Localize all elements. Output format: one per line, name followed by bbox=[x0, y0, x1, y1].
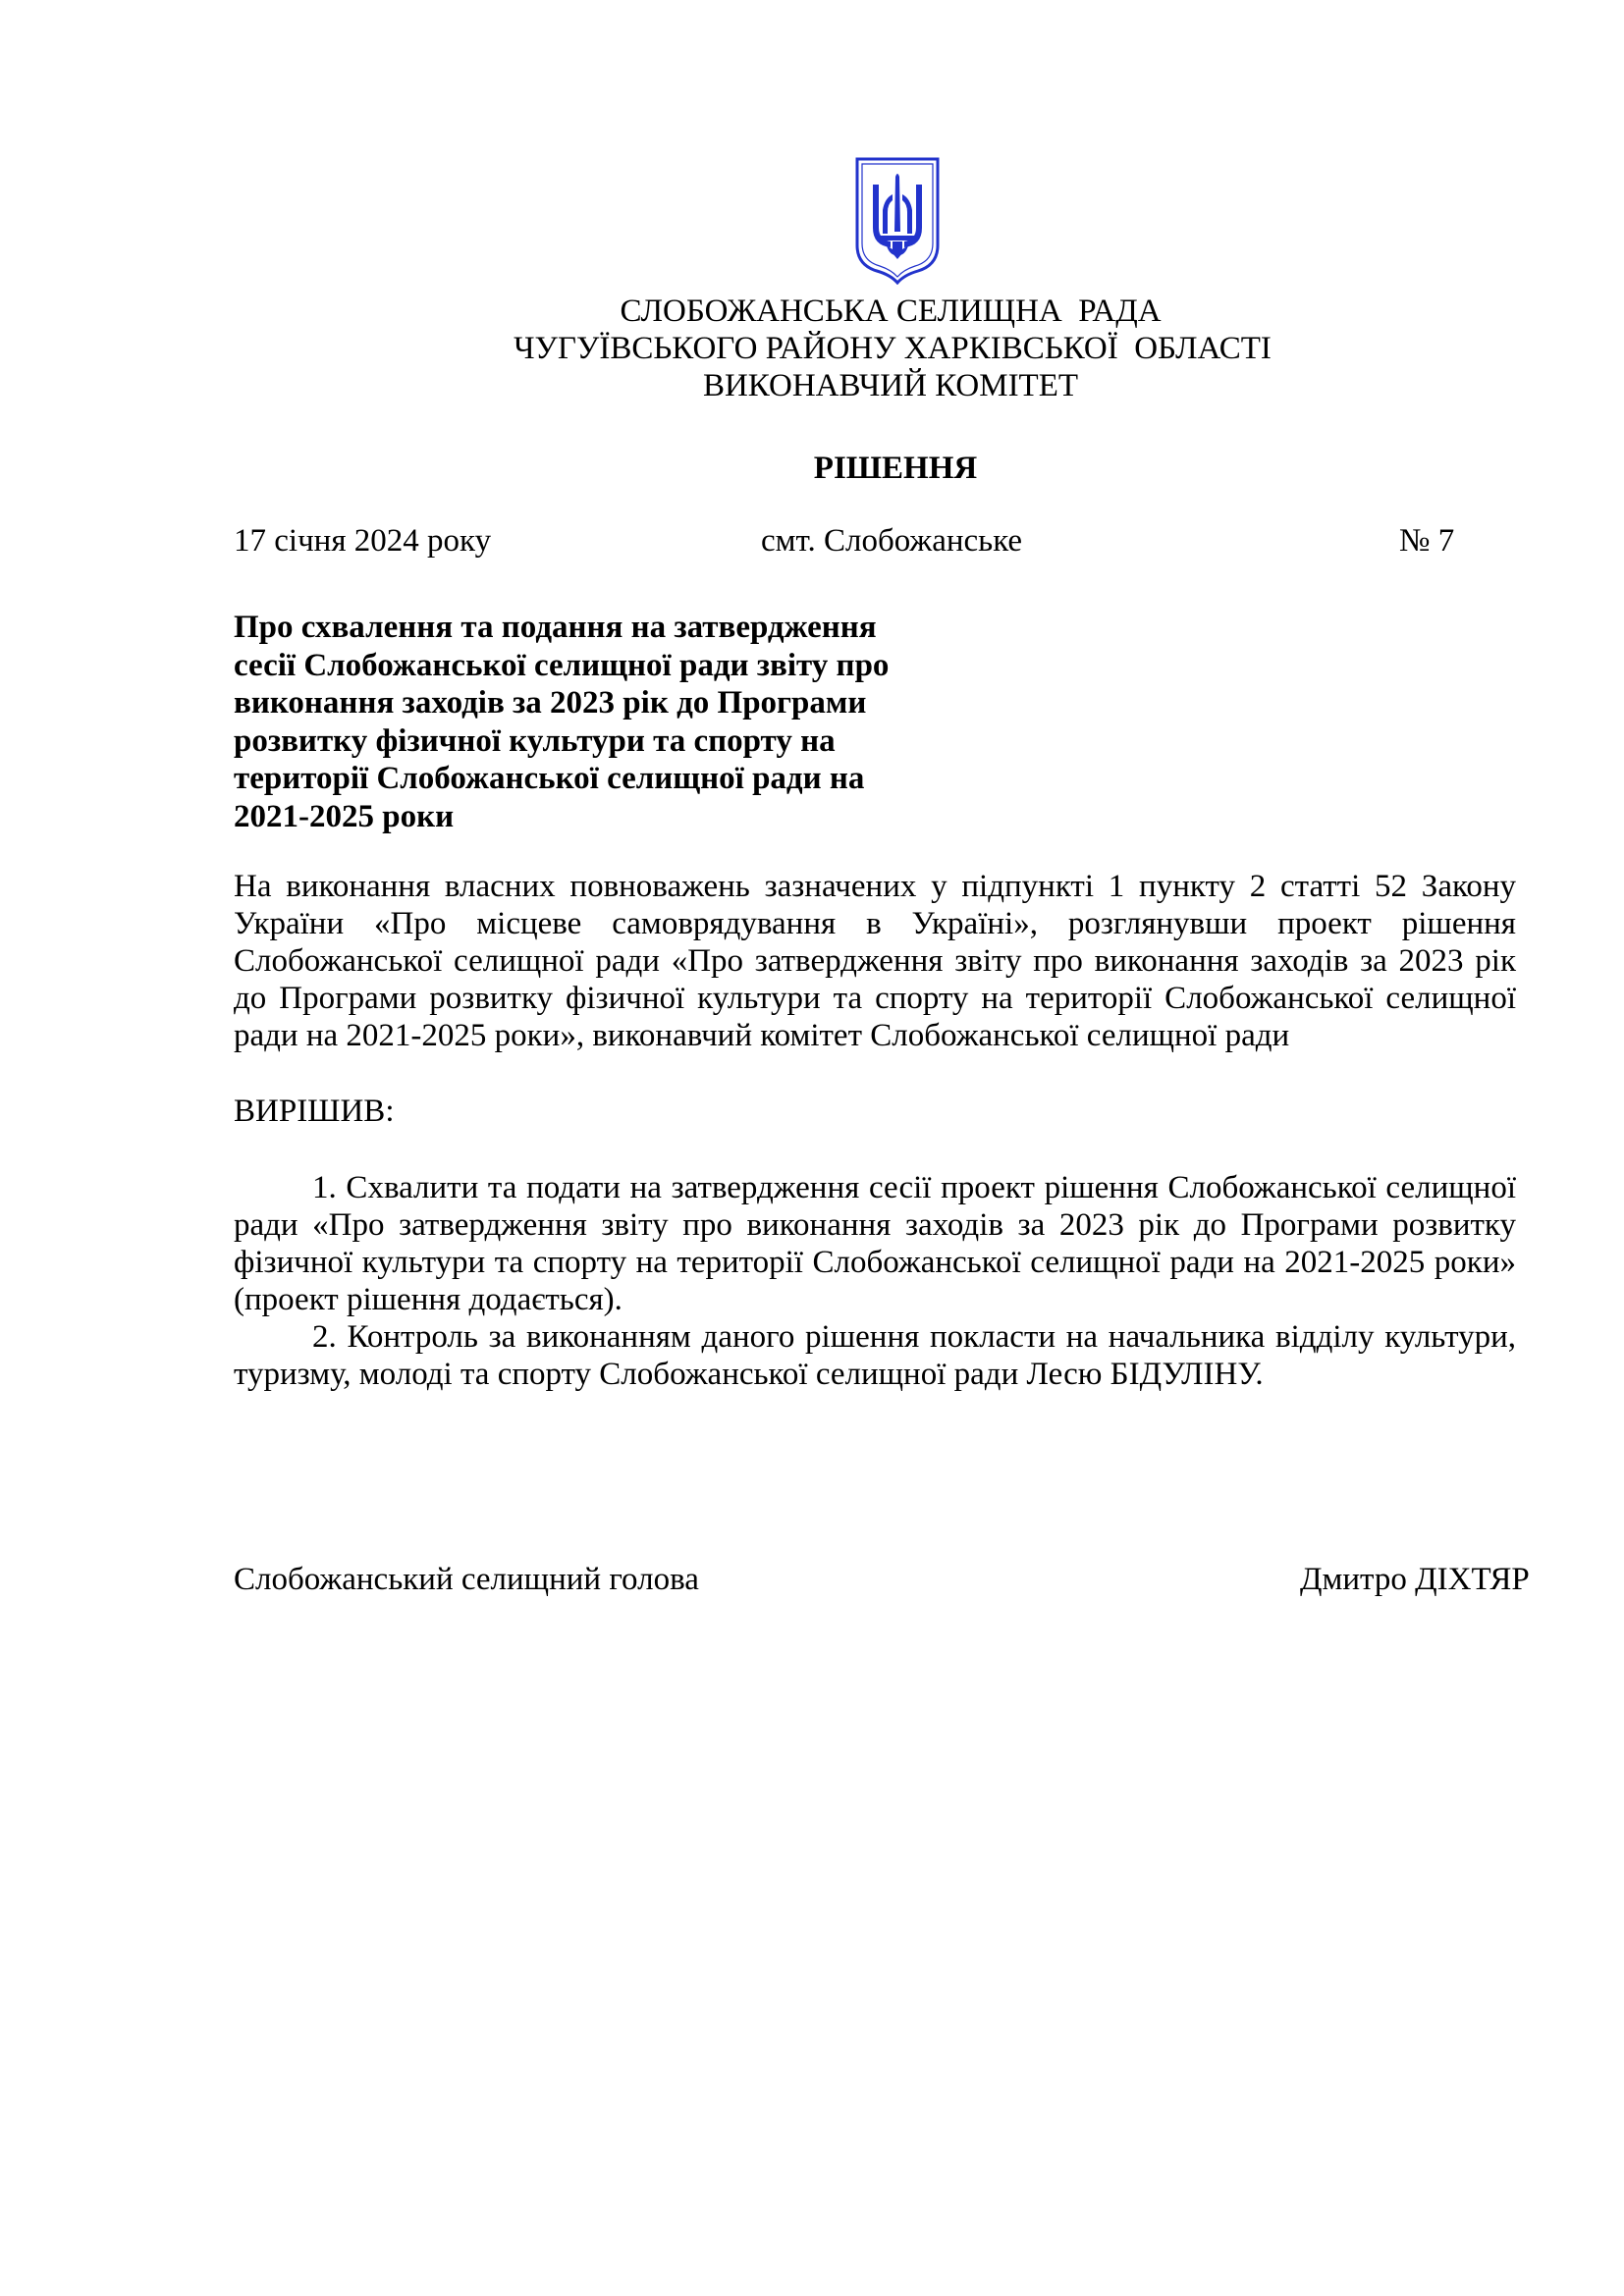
resolution-item-2: 2. Контроль за виконанням даного рішення покласти на начальника відділу культури, туризму, молоді та спорту Слобожанської селищної ради Лесю БІДУЛІНУ. bbox=[234, 1319, 1516, 1392]
decision-number: № 7 bbox=[1399, 523, 1455, 559]
header-council-name: СЛОБОЖАНСЬКА СЕЛИЩНА РАДА bbox=[620, 294, 1162, 329]
decision-place: смт. Слобожанське bbox=[761, 523, 1023, 559]
decision-date: 17 січня 2024 року bbox=[234, 523, 492, 559]
preamble-paragraph: На виконання власних повноважень зазначених у підпункті 1 пункту 2 статті 52 Закону України «Про місцеве самоврядування в Україні», розглянувши проект рішення Слобожанської селищної ради «Про затвердження звіту про виконання заходів за 2023 рік до Програми розвитку фізичної культури та спорту на території Слобожанської селищної ради на 2021-2025 роки», виконавчий комітет Слобожанської селищної ради bbox=[234, 869, 1516, 1053]
resolution-item-1: 1. Схвалити та подати на затвердження сесії проект рішення Слобожанської селищної ради «Про затвердження звіту про виконання заходів за 2023 рік до Програми розвитку фізичної культури та спорту на території Слобожанської селищної ради на 2021-2025 роки» (проект рішення додається). bbox=[234, 1170, 1516, 1317]
header-district-name: ЧУГУЇВСЬКОГО РАЙОНУ ХАРКІВСЬКОЇ ОБЛАСТІ bbox=[514, 331, 1272, 366]
decision-subject: Про схвалення та подання на затвердження сесії Слобожанської селищної ради звіту про виконання заходів за 2023 рік до Програми розвитку фізичної культури та спорту на території Слобожанської селищної ради на 2021-2025 роки bbox=[234, 610, 890, 834]
trident-coat-of-arms-icon bbox=[853, 155, 942, 285]
organization-header bbox=[0, 293, 1624, 404]
document-type-title: РІШЕННЯ bbox=[813, 451, 978, 486]
signature-name: Дмитро ДІХТЯР bbox=[1300, 1562, 1530, 1597]
resolution-items bbox=[234, 1169, 1516, 1393]
signature-title: Слобожанський селищний голова bbox=[234, 1562, 699, 1597]
header-committee-name: ВИКОНАВЧИЙ КОМІТЕТ bbox=[702, 368, 1079, 403]
resolved-label: ВИРІШИВ: bbox=[234, 1094, 395, 1129]
